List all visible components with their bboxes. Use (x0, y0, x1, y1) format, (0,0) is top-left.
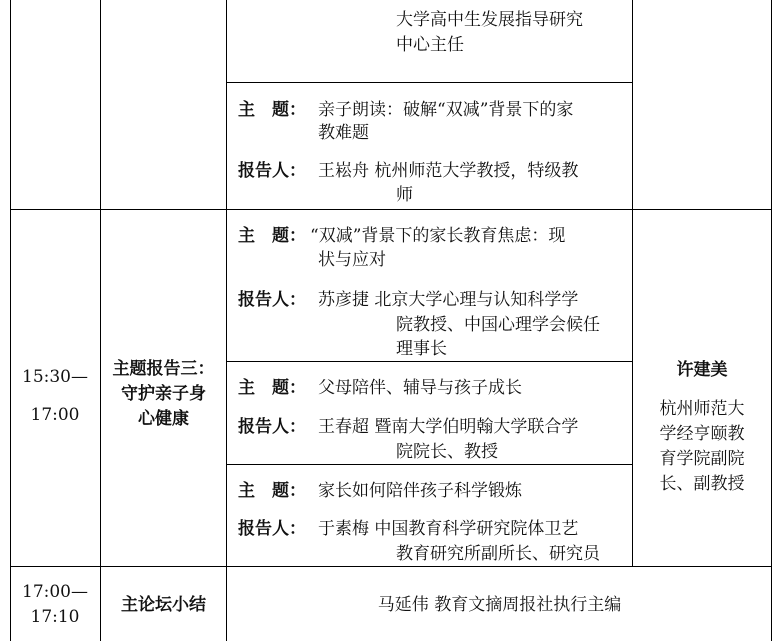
talk-topic-line: “双减”背景下的家长教育焦虑：现 (310, 226, 566, 246)
talk-topic-line: 教难题 (318, 123, 369, 143)
top-speaker-continuation-2: 中心主任 (396, 35, 464, 55)
talk-speaker-line: 院教授、中国心理学会候任 (396, 315, 600, 335)
topic-label: 主 题： (238, 226, 306, 246)
host-title-line: 育学院副院 (659, 449, 745, 469)
topic-label: 主 题： (238, 378, 306, 398)
row-divider-session (10, 209, 772, 210)
talk-topic-line: 家长如何陪伴孩子科学锻炼 (318, 481, 522, 501)
session-title-line: 心健康 (138, 409, 189, 429)
talk-speaker-line: 院院长、教授 (396, 442, 498, 462)
summary-title: 主论坛小结 (121, 595, 206, 615)
speaker-label: 报告人： (238, 290, 306, 310)
talk-speaker-line: 教育研究所副所长、研究员 (396, 544, 600, 564)
talk-topic-line: 状与应对 (318, 250, 386, 270)
table-border-left (10, 0, 11, 641)
talk-topic-line: 亲子朗读：破解“双减”背景下的家 (318, 100, 574, 120)
session-time-start: 15:30— (22, 367, 88, 387)
talk-speaker-line: 王春超 暨南大学伯明翰大学联合学 (318, 417, 579, 437)
table-border-right (771, 0, 772, 641)
host-name: 许建美 (676, 360, 728, 380)
summary-content: 马延伟 教育文摘周报社执行主编 (377, 595, 622, 615)
summary-time-end: 17:10 (30, 607, 80, 627)
top-speaker-continuation-1: 大学高中生发展指导研究 (396, 10, 583, 30)
speaker-label: 报告人： (238, 417, 306, 437)
talk-speaker-line: 于素梅 中国教育科学研究院体卫艺 (318, 519, 579, 539)
talk-speaker-line: 苏彦捷 北京大学心理与认知科学学 (318, 290, 579, 310)
speaker-label: 报告人： (238, 161, 306, 181)
host-title-line: 杭州师范大 (659, 399, 745, 419)
session-title-line: 守护亲子身 (121, 384, 206, 404)
speaker-label: 报告人： (238, 519, 306, 539)
column-divider-session (226, 0, 227, 641)
column-divider-time (100, 0, 101, 641)
talk-topic-line: 父母陪伴、辅导与孩子成长 (318, 378, 522, 398)
host-title-line: 长、副教授 (659, 474, 745, 494)
talk-speaker-line: 王崧舟 杭州师范大学教授，特级教 (318, 161, 579, 181)
talk-speaker-line: 理事长 (396, 339, 447, 359)
host-title-line: 学经亨颐教 (659, 424, 745, 444)
row-divider-summary (10, 566, 772, 567)
talk-speaker-line: 师 (396, 185, 413, 205)
summary-time-start: 17:00— (22, 582, 88, 602)
session-time-end: 17:00 (30, 405, 80, 425)
session-title-line: 主题报告三： (112, 359, 215, 379)
topic-label: 主 题： (238, 100, 306, 120)
topic-label: 主 题： (238, 481, 306, 501)
row-divider-inner-1 (226, 82, 632, 83)
